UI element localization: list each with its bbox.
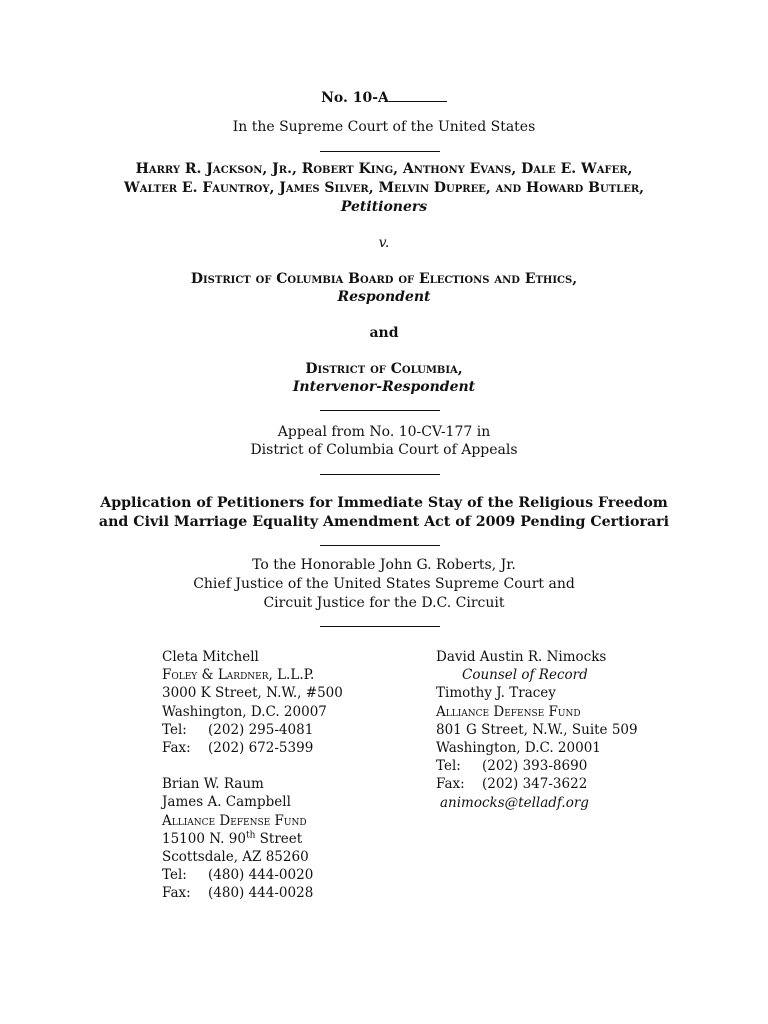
intervenor-role: Intervenor-Respondent [292,379,476,395]
application-title-line-2: and Civil Marriage Equality Amendment Act of 2009 Pending Certiorari [98,514,670,530]
court-name: In the Supreme Court of the United States [232,119,536,135]
addressee-line-3: Circuit Justice for the D.C. Circuit [263,595,505,611]
counsel-name: David Austin R. Nimocks [436,649,607,665]
counsel-tel: Tel: (480) 444-0020 [162,867,314,884]
counsel-fax: Fax: (202) 672-5399 [162,740,314,757]
counsel-tel: Tel: (202) 295-4081 [162,721,314,738]
counsel-city: Scottsdale, AZ 85260 [162,849,309,866]
counsel-street: 3000 K Street, N.W., #500 [162,685,343,702]
respondent-name: District of Columbia Board of Elections and Ethics, [190,271,578,287]
application-title-line-1: Application of Petitioners for Immediate Stay of the Religious Freedom [100,495,668,511]
counsel-firm: Alliance Defense Fund [436,703,581,720]
counsel-fax: Fax: (480) 444-0028 [162,885,314,902]
addressee-line-1: To the Honorable John G. Roberts, Jr. [252,557,516,573]
petitioners-role: Petitioners [340,199,428,215]
separator-rule [320,545,440,546]
counsel-name: Brian W. Raum [162,776,264,793]
counsel-right-column [436,648,638,812]
counsel-name: Cleta Mitchell [162,649,259,665]
separator-rule [320,410,440,411]
and-conjunction: and [369,325,399,341]
counsel-tel: Tel: (202) 393-8690 [436,758,588,775]
counsel-street: 15100 N. 90th Street [162,830,303,847]
counsel-firm: Alliance Defense Fund [162,812,307,829]
petitioners-line-1: Harry R. Jackson, Jr., Robert King, Anthony Evans, Dale E. Wafer, [135,161,633,177]
docket-text: No. 10-A [321,90,389,106]
separator-rule [320,474,440,475]
intervenor-name: District of Columbia, [305,361,463,377]
respondent-role: Respondent [337,289,431,305]
counsel-email: animocks@telladf.org [440,794,589,811]
appeal-line-1: Appeal from No. 10-CV-177 in [277,424,491,440]
docket-number [0,89,768,106]
counsel-firm: Foley & Lardner, L.L.P. [162,667,315,684]
addressee-line-2: Chief Justice of the United States Supreme Court and [193,576,575,592]
docket-blank-line [389,89,447,102]
counsel-street: 801 G Street, N.W., Suite 509 [436,721,638,738]
versus: v. [378,235,390,251]
counsel-fax: Fax: (202) 347-3622 [436,776,588,793]
petitioners-line-2: Walter E. Fauntroy, James Silver, Melvin Dupree, and Howard Butler, [123,180,645,196]
counsel-city: Washington, D.C. 20007 [162,703,327,720]
separator-rule [320,151,440,152]
counsel-city: Washington, D.C. 20001 [436,740,601,757]
counsel-name: James A. Campbell [162,794,291,811]
counsel-left-column [162,648,343,903]
counsel-of-record: Counsel of Record [462,667,588,684]
separator-rule [320,626,440,627]
counsel-name: Timothy J. Tracey [436,685,556,702]
appeal-line-2: District of Columbia Court of Appeals [250,442,518,458]
